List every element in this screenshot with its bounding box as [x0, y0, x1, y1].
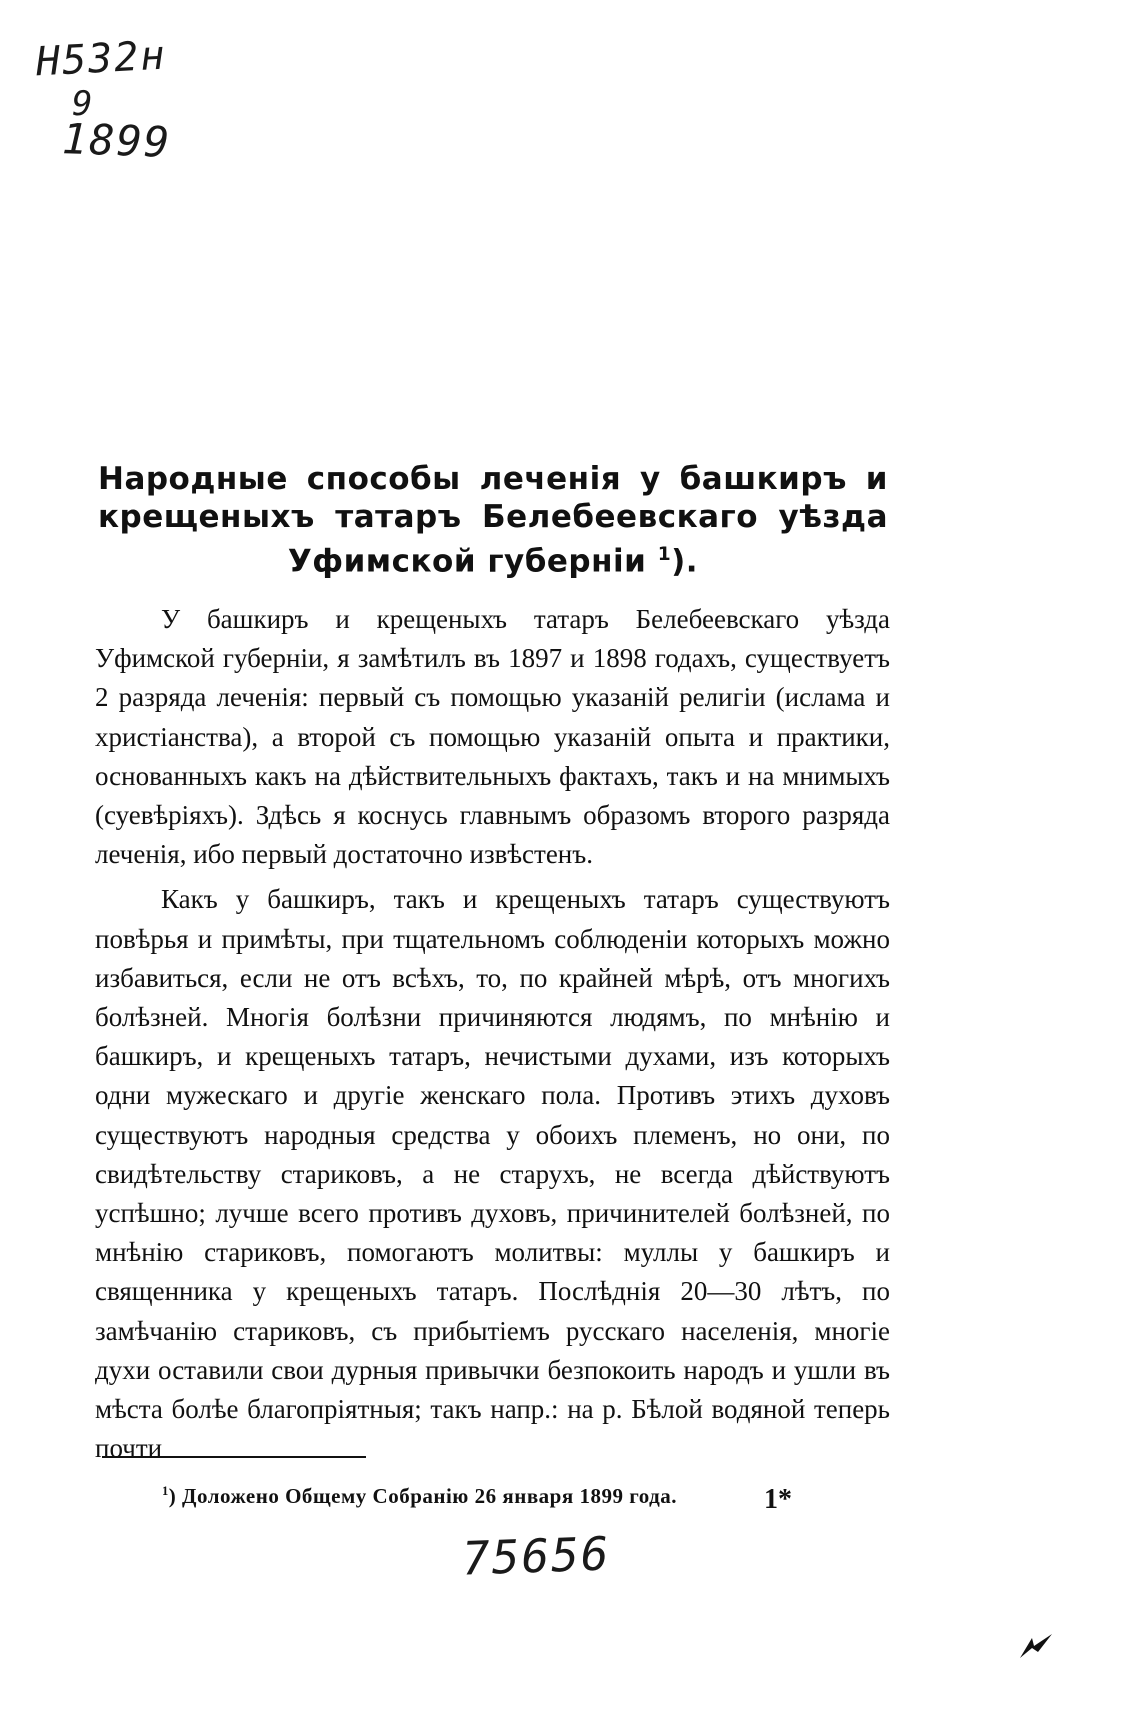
footnote: [162, 1484, 677, 1509]
footnote-text: ) Доложено Общему Собранію 26 января 1899 года.: [168, 1484, 677, 1508]
handwritten-call-number: Н532н: [34, 32, 168, 86]
corner-arrow-icon: [1018, 1632, 1054, 1660]
article-title: [98, 460, 888, 580]
paragraph: Какъ у башкиръ, такъ и крещеныхъ татаръ существуютъ повѣрья и примѣты, при тщательномъ соблюденіи которыхъ можно избавиться, если не отъ всѣхъ, то, по крайней мѣрѣ, отъ многихъ болѣзней. Многія болѣзни причиняются людямъ, по мнѣнію и башкиръ, и крещеныхъ татаръ, нечистыми духами, изъ которыхъ одни мужескаго и другіе женскаго пола. Противъ этихъ духовъ существуютъ народныя средства у обоихъ племенъ, но они, по свидѣтельству стариковъ, а не старухъ, не всегда дѣйствуютъ успѣшно; лучше всего противъ духовъ, причинителей болѣзней, по мнѣнію стариковъ, помогаютъ молитвы: муллы у башкиръ и священника у крещеныхъ татаръ. Послѣднія 20—30 лѣтъ, по замѣчанію стариковъ, съ прибытіемъ русскаго населенія, многіе духи оставили свои дурныя привычки безпокоить народъ и ушли въ мѣста болѣе благопріятныя; такъ напр.: на р. Бѣлой водяной теперь почти: [95, 884, 890, 1464]
handwritten-inventory-number: 75656: [461, 1526, 612, 1586]
article-body: [95, 600, 890, 1468]
footnote-divider: [102, 1456, 366, 1458]
paragraph: У башкиръ и крещеныхъ татаръ Белебеевскаго уѣзда Уфимской губерніи, я замѣтилъ въ 1897 и 1898 годахъ, существуетъ 2 разряда леченія: первый съ помощью указаній религіи (ислама и христіанства), а второй съ помощью указаній опыта и практики, основанныхъ какъ на дѣйствительныхъ фактахъ, такъ и на мнимыхъ (суевѣріяхъ). Здѣсь я коснусь главнымъ образомъ второго разряда леченія, ибо первый достаточно извѣстенъ.: [95, 604, 890, 870]
article-title-text: Народные способы леченія у башкиръ и крещеныхъ татаръ Белебеевскаго уѣзда Уфимской губерніи: [98, 461, 888, 580]
handwritten-year: 1899: [61, 114, 172, 167]
footnote-mark: 1: [162, 1484, 169, 1498]
handwritten-volume: 9: [72, 84, 95, 124]
title-footnote-mark: 1: [657, 544, 672, 565]
signature-mark: 1*: [764, 1484, 792, 1515]
title-end: ).: [671, 543, 699, 580]
